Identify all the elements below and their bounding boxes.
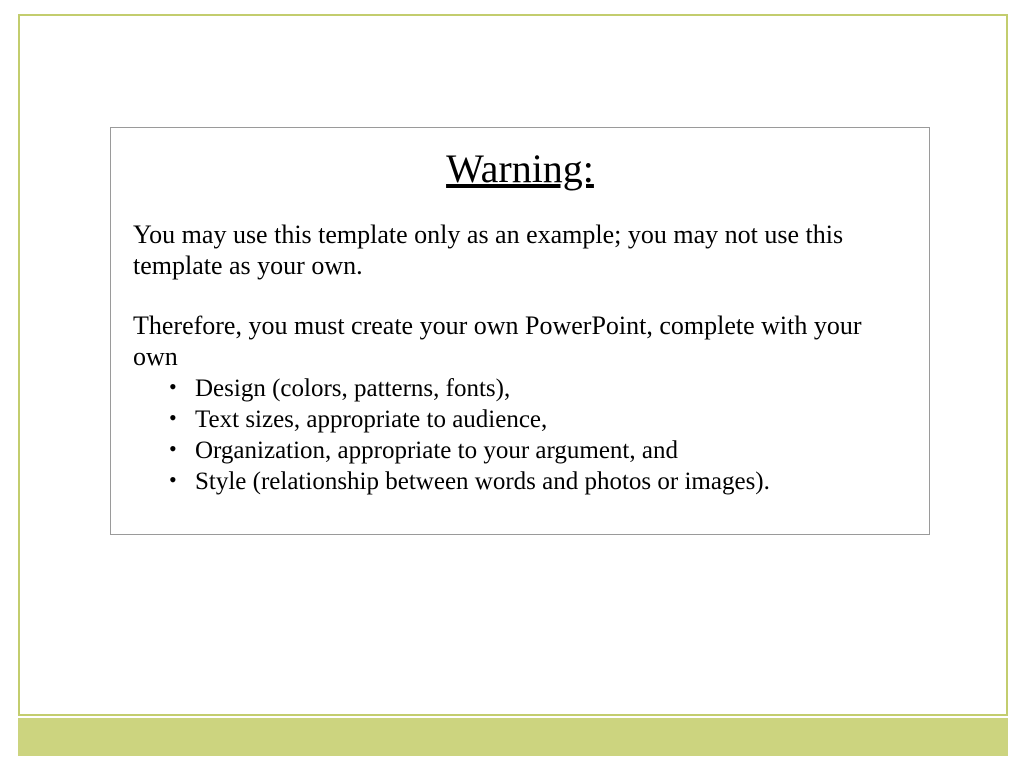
- bullet-list: [133, 373, 907, 498]
- slide-body: [111, 220, 929, 498]
- slide-title: [111, 148, 929, 190]
- bottom-accent-bar: [18, 718, 1008, 756]
- list-item: • Style (relationship between words and photos or images).: [169, 466, 907, 497]
- paragraph-1: You may use this template only as an example; you may not use this template as your own.: [133, 220, 844, 280]
- content-text-box: [110, 127, 930, 535]
- slide-title-text: Warning:: [446, 146, 594, 191]
- paragraph-2: Therefore, you must create your own PowerPoint, complete with your own: [133, 311, 862, 372]
- list-item: • Organization, appropriate to your argument, and: [169, 435, 907, 466]
- list-item: • Design (colors, patterns, fonts),: [169, 373, 907, 404]
- list-item: • Text sizes, appropriate to audience,: [169, 404, 907, 435]
